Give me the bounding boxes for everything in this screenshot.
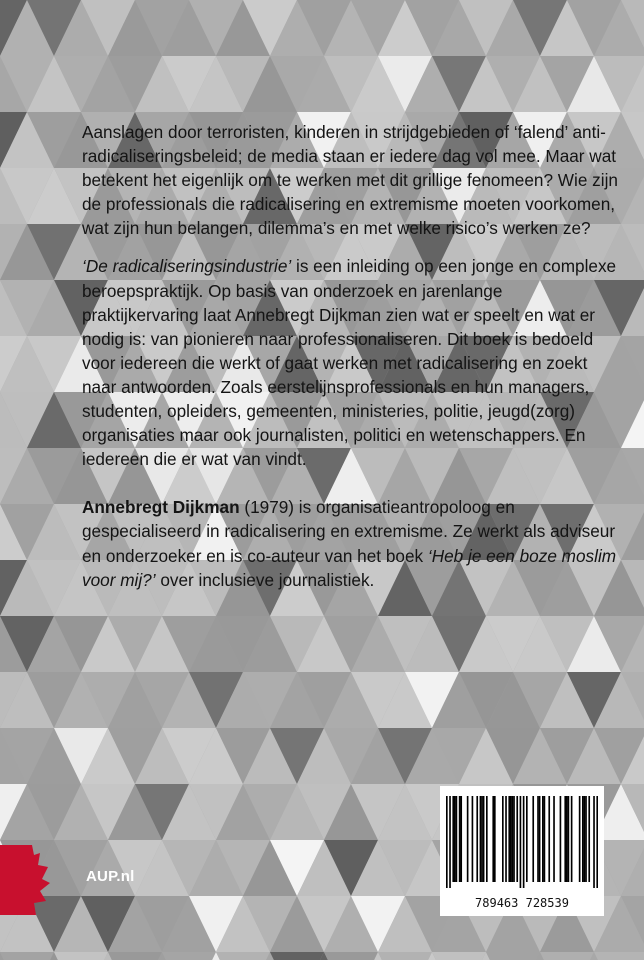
barcode-bar	[476, 796, 478, 882]
barcode-bars	[446, 796, 598, 888]
barcode-bar	[579, 796, 581, 882]
barcode-bar	[588, 796, 590, 882]
pattern-triangle	[594, 952, 644, 960]
description-text: is een inleiding op een jonge en complexe beroepspraktijk. Op basis van onderzoek en jarenlange praktijkervaring laat Annebregt Dijkman zien wat er speelt en wat er nodig is: van pionieren naar professionaliseren. Dit boek is bedoeld voor iedereen die werkt of gaat werken met radicalisering en zoekt naar antwoorden. Zoals eerstelijnsprofessionals en hun managers, studenten, opleiders, gemeenten, ministeries, politie, jeugd(zorg) organisaties maar ook journalisten, politici en wetenschappers. En iedereen die er wat van vindt.	[82, 256, 617, 470]
publisher-website[interactable]: AUP.nl	[86, 868, 135, 885]
barcode-bar	[467, 796, 469, 882]
pattern-triangle	[324, 952, 378, 960]
barcode-bar	[532, 796, 534, 882]
barcode-bar	[596, 796, 598, 888]
barcode-bar	[564, 796, 566, 882]
pattern-triangle	[216, 952, 270, 960]
pattern-triangle	[270, 952, 324, 960]
barcode-bar	[505, 796, 507, 882]
barcode-bar	[513, 796, 515, 882]
barcode-bar	[446, 796, 448, 888]
barcode-bar	[512, 796, 514, 882]
book-title: ‘De radicaliseringsindustrie’	[82, 256, 292, 277]
barcode-bar	[492, 796, 494, 882]
barcode-bar	[472, 796, 474, 882]
author-name: Annebregt Dijkman	[82, 497, 240, 518]
barcode-bar	[585, 796, 587, 882]
barcode-bar	[459, 796, 461, 882]
barcode-bar	[502, 796, 504, 882]
barcode-bar	[537, 796, 539, 882]
barcode-bar	[593, 796, 595, 888]
barcode-bar	[571, 796, 573, 882]
barcode-bar	[523, 796, 525, 888]
barcode-bar	[542, 796, 544, 882]
bio-text-1: (1979) is organisatieantropoloog en gespecialiseerd in radicalisering en extremisme. Ze werkt als adviseur en onderzoeker en is co-auteur van het boek	[82, 497, 616, 566]
barcode-bar	[480, 796, 482, 882]
barcode-bar	[516, 796, 518, 882]
barcode-number: 789463 728539	[475, 896, 569, 910]
blurb-paragraph-intro: Aanslagen door terroristen, kinderen in strijdgebieden of ‘falend’ anti-radicaliseringsbeleid; de media staan er iedere dag vol mee. Maar wat betekent het eigenlijk om te werken met dit grillige fenomeen? Wie zijn de professionals die radicalisering en extremisme moeten voorkomen, wat zijn hun belangen, dilemma’s en met welke risico’s werken ze?	[82, 122, 618, 239]
bio-text-2: over inclusieve journalistiek.	[155, 569, 375, 590]
barcode-bar	[526, 796, 528, 882]
barcode-bar	[582, 796, 584, 882]
barcode-bar	[584, 796, 586, 882]
barcode-bar	[454, 796, 456, 882]
barcode-bar	[539, 796, 541, 882]
barcode-bar	[456, 796, 458, 882]
barcode-bar	[510, 796, 512, 882]
pattern-triangle	[54, 952, 108, 960]
pattern-triangle	[108, 952, 162, 960]
pattern-triangle	[378, 952, 432, 960]
author-bio	[82, 495, 622, 591]
barcode-bar	[494, 796, 496, 882]
blurb-text	[82, 120, 622, 592]
blurb-paragraph-description	[82, 254, 622, 471]
aup-logo-icon	[0, 845, 50, 915]
barcode-bar	[560, 796, 562, 882]
other-book-title: ‘Heb je een boze moslim voor mij?’	[82, 545, 617, 590]
pattern-triangle	[486, 952, 540, 960]
barcode-bar	[449, 796, 451, 888]
barcode-bar	[553, 796, 555, 882]
barcode-bar	[566, 796, 568, 882]
barcode-bar	[483, 796, 485, 882]
pattern-triangle	[0, 952, 54, 960]
isbn-barcode	[440, 786, 604, 916]
barcode-bar	[520, 796, 522, 888]
pattern-triangle	[162, 952, 216, 960]
barcode-bar	[568, 796, 570, 882]
barcode-bar	[486, 796, 488, 882]
barcode-bar	[481, 796, 483, 882]
barcode-bar	[452, 796, 454, 882]
barcode-bar	[548, 796, 550, 882]
barcode-bar	[544, 796, 546, 882]
barcode-bar	[460, 796, 462, 882]
pattern-triangle	[540, 952, 594, 960]
pattern-triangle	[432, 952, 486, 960]
barcode-bar	[508, 796, 510, 882]
